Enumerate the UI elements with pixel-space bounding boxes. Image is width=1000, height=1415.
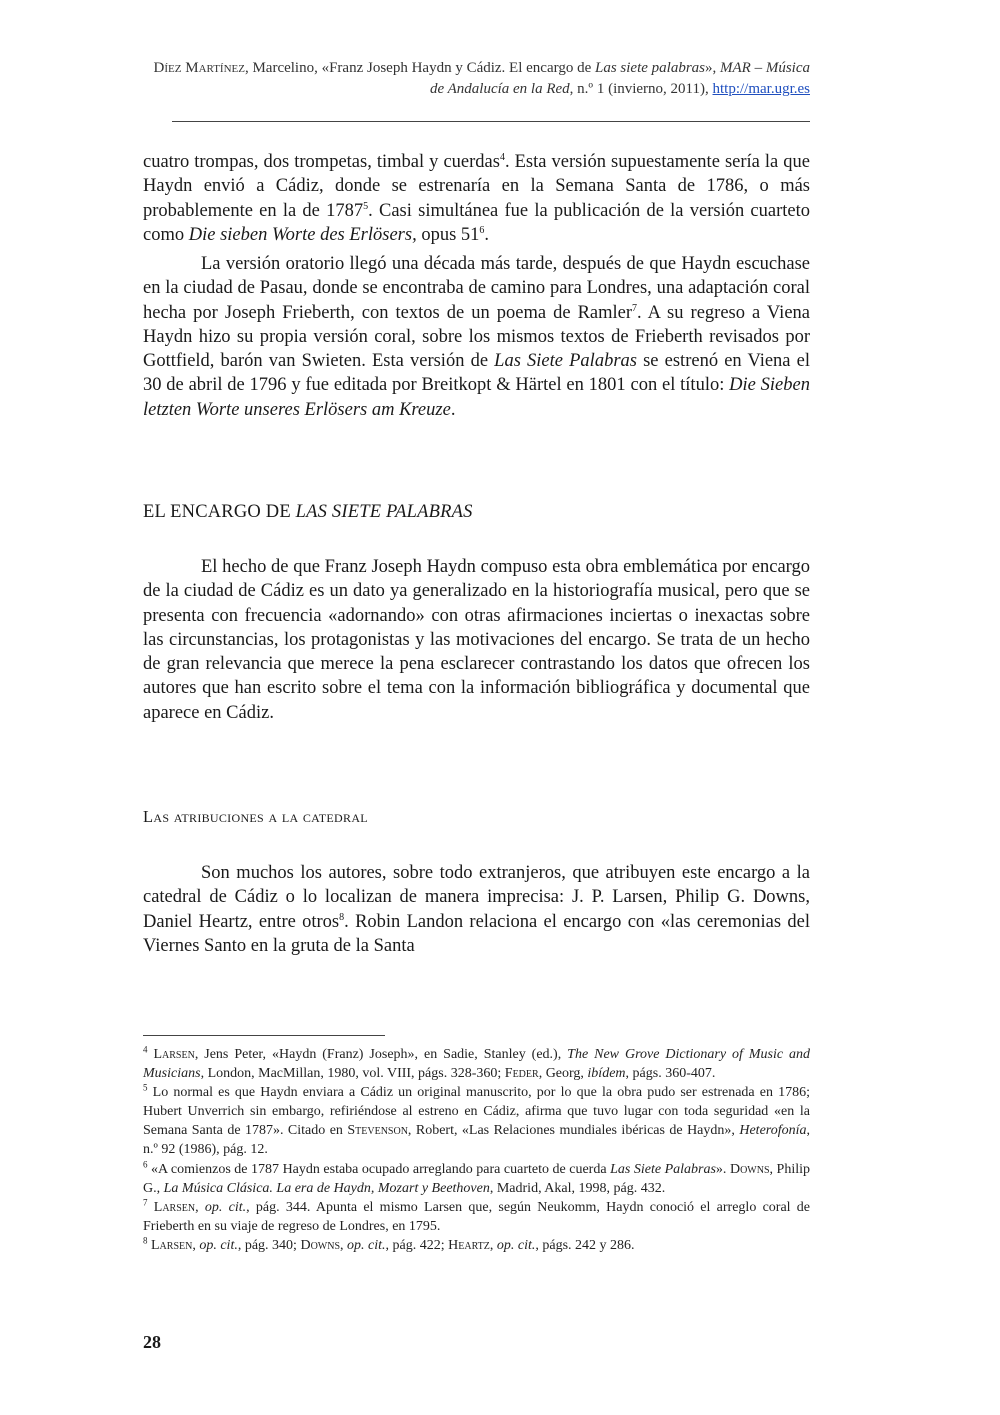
footnote-ref-4[interactable]: 4 <box>499 151 505 163</box>
footnote-7: $^7$ Larsen, op. cit., pág. 344. Apunta el mismo Larsen que, según Neukomm, Haydn conoció el arreglo coral de Frieberth en su viaje de regreso de Londres, en 1795. <box>143 1197 811 1234</box>
header-issue: , n.º 1 (invierno, 2011), <box>569 81 713 97</box>
footnote-ref-5[interactable]: 5 <box>363 200 369 212</box>
work-title-italic: Die sieben Worte des Erlösers, <box>188 224 417 245</box>
journal-link[interactable]: http://mar.ugr.es <box>712 81 810 97</box>
footnote-6: $^6$ «A comienzos de 1787 Haydn estaba ocupado arreglando para cuarteto de cuerda Las Siete Palabras». Downs, Philip G., La Música Clásica. La era de Haydn, Mozart y Beethoven, Madrid, Akal, 1998, pág. 432. <box>143 1158 810 1196</box>
paragraph-encargo: El hecho de que Franz Joseph Haydn compuso esta obra emblemática por encargo de la ciudad de Cádiz es un dato ya generalizado en la historiografía musical, pero que se presenta con frecuencia «adornando» con otras afirmaciones inciertas o inexactas sobre las circunstancias, los protagonistas y las motivaciones del encargo. Se trata de un hecho de gran relevancia que merece la pena esclarecer contrastando los datos que ofrecen los autores que han escrito sobre el tema con la información bibliográfica y documental que aparece en Cádiz. <box>143 557 810 723</box>
footnote-ref-7[interactable]: 7 <box>632 302 638 314</box>
footnote-rule <box>143 1035 385 1036</box>
footnote-8: $^8$ Larsen, op. cit., pág. 340; Downs, op. cit., pág. 422; Heartz, op. cit., págs. 242 y 286. <box>143 1235 635 1253</box>
work-title-italic: Die Sieben letzten Worte unseres Erlösers am Kreuze <box>143 375 810 420</box>
running-header: Díez Martínez, Marcelino, «Franz Joseph Haydn y Cádiz. El encargo de Las siete palabras», MAR – Música de Andalucía en la Red, n.º 1 (invierno, 2011), http://mar.ugr.es <box>153 60 810 97</box>
header-journal: MAR – Música de Andalucía en la Red <box>429 60 810 97</box>
paragraph-atribuciones: Son muchos los autores, sobre todo extranjeros, que atribuyen este encargo a la catedral de Cádiz o lo localizan de manera imprecisa: J. P. Larsen, Philip G. Downs, Daniel Heartz, entre otros$^8$. Robin Landon relaciona el encargo con «las ceremonias del Viernes Santo en la gruta de la Santa <box>143 863 810 956</box>
header-rule <box>172 121 810 122</box>
footnotes <box>143 1045 810 1255</box>
page-number: 28 <box>143 1332 161 1352</box>
footnote-4: $^4$ Larsen, Jens Peter, «Haydn (Franz) Joseph», en Sadie, Stanley (ed.), The New Grove Dictionary of Music and Musicians, London, MacMillan, 1980, vol. VIII, págs. 328-360; Feder, Georg, ibídem, págs. 360-407. <box>143 1044 810 1082</box>
header-work-title: Las siete palabras <box>595 60 706 76</box>
paragraph-continuation: cuatro trompas, dos trompetas, timbal y cuerdas$^4$. Esta versión supuestamente sería la que Haydn envió a Cádiz, donde se estrenaría en la Semana Santa de 1786, o más probablemente en la de 1787$^5$. Casi simultánea fue la publicación de la versión cuarteto como Die sieben Worte des Erlösers, opus $51^6$. <box>143 151 811 245</box>
subsection-heading: Las atribuciones a la catedral <box>143 807 368 826</box>
work-title-italic: Las Siete Palabras <box>494 351 637 372</box>
footnote-ref-6[interactable]: 6 <box>479 224 485 236</box>
paragraph-oratorio: La versión oratorio llegó una década más tarde, después de que Haydn escuchase en la ciudad de Pasau, donde se encontraba de camino para Londres, una adaptación coral hecha por Joseph Frieberth, con textos de un poema de Ramler$^7$. A su regreso a Viena Haydn hizo su propia versión coral, sobre los mismos textos de Frieberth revisados por Gottfield, barón van Swieten. Esta versión de Las Siete Palabras se estrenó en Viena el 30 de abril de 1796 y fue editada por Breitkopt & Härtel en 1801 con el título: Die Sieben letzten Worte unseres Erlösers am Kreuze. <box>143 254 810 420</box>
header-citation: , Marcelino, «Franz Joseph Haydn y Cádiz. El encargo de <box>244 60 595 76</box>
header-author: Díez Martínez <box>153 60 245 76</box>
footnote-ref-8[interactable]: 8 <box>339 911 345 923</box>
section-heading: EL ENCARGO DE LAS SIETE PALABRAS <box>143 502 473 522</box>
footnote-5: $^5$ Lo normal es que Haydn enviara a Cádiz un original manuscrito, por lo que la obra pudo ser estrenada en 1786; Hubert Unverrich sin embargo, refiriéndose al estreno en Cádiz, afirma que tuvo lugar con toda seguridad «en la Semana Santa de 1787». Citado en Stevenson, Robert, «Las Relaciones mundiales ibéricas de Haydn», Heterofonía, n.º 92 (1986), pág. 12. <box>143 1082 811 1158</box>
